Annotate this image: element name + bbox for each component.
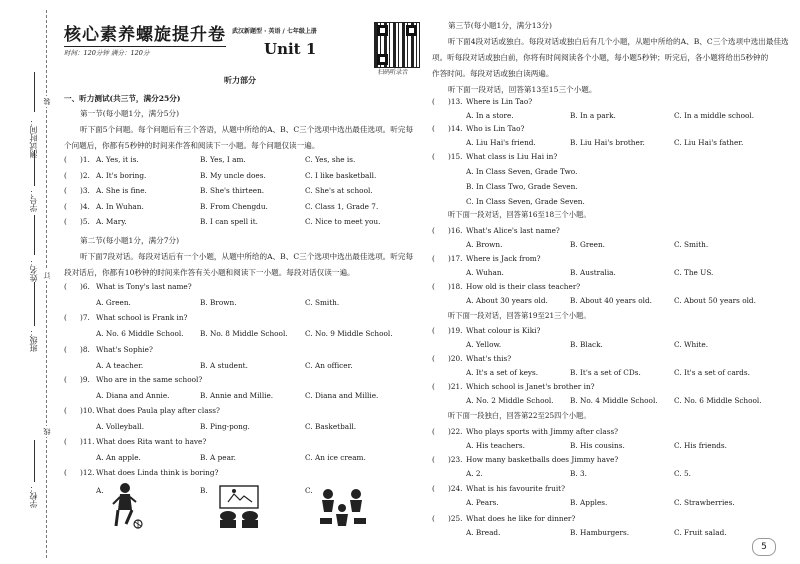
option-c: C. Liu Hai's father. bbox=[674, 138, 744, 147]
option-c: C. No. 9 Middle School. bbox=[305, 329, 393, 338]
question-number: )22. bbox=[448, 427, 463, 436]
margin-blank bbox=[34, 215, 35, 255]
kids-playing-game-picture bbox=[316, 486, 370, 530]
answer-blank[interactable]: ( bbox=[432, 282, 435, 291]
answer-blank[interactable]: ( bbox=[64, 468, 67, 477]
answer-blank[interactable]: ( bbox=[432, 226, 435, 235]
question-number: )4. bbox=[80, 201, 90, 211]
option-a: A. No. 2 Middle School. bbox=[466, 396, 554, 405]
answer-blank[interactable]: ( bbox=[432, 484, 435, 493]
option-a: A. In Class Seven, Grade Two. bbox=[466, 167, 578, 176]
question-text: Who are in the same school? bbox=[96, 375, 203, 384]
option-c: C. His friends. bbox=[674, 441, 727, 450]
question-number: )24. bbox=[448, 484, 463, 493]
dialogue-intro: 听下面一段独白，回答第22至25四个小题。 bbox=[448, 411, 591, 420]
binding-mark-xian: 线 bbox=[43, 428, 51, 435]
answer-blank[interactable]: ( bbox=[432, 514, 435, 523]
option-b: B. No. 8 Middle School. bbox=[200, 329, 288, 338]
dialogue-intro: 听下面一段对话，回答第13至15三个小题。 bbox=[448, 85, 597, 94]
question-number: )14. bbox=[448, 124, 463, 133]
option-a: A. bbox=[96, 486, 104, 495]
option-c: C. In Class Seven, Grade Seven. bbox=[466, 197, 585, 206]
question-number: )10. bbox=[80, 406, 95, 415]
option-a: A. His teachers. bbox=[466, 441, 525, 450]
qr-code-icon[interactable] bbox=[374, 22, 420, 68]
answer-blank[interactable]: ( bbox=[64, 282, 67, 291]
option-a: A. In a store. bbox=[466, 111, 514, 120]
option-b: B. About 40 years old. bbox=[570, 296, 652, 305]
option-c: C. Strawberries. bbox=[674, 498, 735, 507]
option-b: B. Annie and Millie. bbox=[200, 391, 274, 400]
question-number: )2. bbox=[80, 170, 90, 180]
answer-blank[interactable]: ( bbox=[432, 326, 435, 335]
margin-label-school: 学校： bbox=[29, 484, 38, 508]
option-b: B. His cousins. bbox=[570, 441, 625, 450]
option-c: C. Fruit salad. bbox=[674, 528, 727, 537]
audience-watching-screen-picture bbox=[214, 484, 264, 530]
question-text: Who plays sports with Jimmy after class? bbox=[466, 427, 619, 436]
option-c: C. Diana and Millie. bbox=[305, 391, 379, 400]
question-text: How old is their class teacher? bbox=[466, 282, 581, 291]
option-a: A. Mary. bbox=[96, 217, 127, 226]
question-number: )13. bbox=[448, 97, 463, 106]
question-number: )18. bbox=[448, 282, 463, 291]
question-number: )21. bbox=[448, 382, 463, 391]
option-b: B. No. 4 Middle School. bbox=[570, 396, 658, 405]
qr-note: 扫码听录音 bbox=[378, 69, 409, 76]
margin-label-name: 姓名： bbox=[29, 258, 38, 282]
question-number: )25. bbox=[448, 514, 463, 523]
question-number: )11. bbox=[80, 437, 95, 446]
answer-blank[interactable]: ( bbox=[64, 313, 67, 322]
answer-blank[interactable]: ( bbox=[64, 155, 67, 164]
question-number: )16. bbox=[448, 226, 463, 235]
question-number: )5. bbox=[80, 217, 90, 226]
answer-blank[interactable]: ( bbox=[432, 455, 435, 464]
margin-label-student-no: 学号： bbox=[29, 188, 38, 212]
option-b: B. 3. bbox=[570, 469, 587, 478]
option-b: B. Liu Hai's brother. bbox=[570, 138, 645, 147]
answer-blank[interactable]: ( bbox=[432, 427, 435, 436]
margin-label-test-no: 测试时间： bbox=[29, 118, 38, 158]
question-text: What is Tony's last name? bbox=[96, 282, 192, 291]
instruction-text: 项。听每段对话或独白前，你将有时间阅读各个小题，每小题5秒钟；听完后，各小题将给出5秒钟的 bbox=[432, 53, 769, 62]
margin-blank bbox=[34, 282, 35, 326]
question-text: What does Linda think is boring? bbox=[96, 468, 219, 477]
subsection-heading: 第三节(每小题1分，满分13分) bbox=[448, 21, 552, 30]
option-c: C. 5. bbox=[674, 469, 691, 478]
question-text: What school is Frank in? bbox=[96, 313, 188, 322]
part-title: 听力部分 bbox=[224, 75, 256, 85]
option-c: C. She's at school. bbox=[305, 186, 373, 195]
option-a: A. Volleyball. bbox=[96, 422, 145, 431]
option-c: C. Basketball. bbox=[305, 422, 357, 431]
option-b: B. In Class Two, Grade Seven. bbox=[466, 182, 578, 191]
option-b: B. A pear. bbox=[200, 453, 236, 462]
option-c: C. bbox=[305, 486, 313, 495]
option-b: B. From Chengdu. bbox=[200, 201, 268, 211]
option-a: A. About 30 years old. bbox=[466, 296, 548, 305]
question-text: Who is Lin Tao? bbox=[466, 124, 525, 133]
question-text: What's Alice's last name? bbox=[466, 226, 560, 235]
binding-mark-zhuang: 装 bbox=[43, 98, 51, 105]
option-c: C. Yes, she is. bbox=[305, 155, 356, 164]
option-b: B. It's a set of CDs. bbox=[570, 368, 641, 377]
time-score: 时间：120分钟 满分：120分 bbox=[64, 46, 226, 57]
answer-blank[interactable]: ( bbox=[64, 437, 67, 446]
answer-blank[interactable]: ( bbox=[432, 254, 435, 263]
option-a: A. Bread. bbox=[466, 528, 501, 537]
option-a: A. An apple. bbox=[96, 453, 141, 462]
option-a: A. A teacher. bbox=[96, 361, 144, 370]
dialogue-intro: 听下面一段对话，回答第19至21三个小题。 bbox=[448, 311, 591, 320]
option-c: C. It's a set of cards. bbox=[674, 368, 750, 377]
option-a: A. 2. bbox=[466, 469, 483, 478]
question-text: How many basketballs does Jimmy have? bbox=[466, 455, 619, 464]
header-brand-block bbox=[64, 20, 226, 57]
option-c: C. Class 1, Grade 7. bbox=[305, 201, 379, 211]
option-a: A. It's boring. bbox=[96, 170, 147, 180]
option-b: B. She's thirteen. bbox=[200, 186, 265, 195]
question-number: )20. bbox=[448, 354, 463, 363]
margin-blank bbox=[34, 440, 35, 482]
binding-mark-ding: 订 bbox=[43, 272, 51, 279]
question-text: What colour is Kiki? bbox=[466, 326, 541, 335]
option-c: C. White. bbox=[674, 340, 709, 349]
question-number: )7. bbox=[80, 313, 90, 322]
answer-blank[interactable]: ( bbox=[64, 186, 67, 195]
option-a: A. She is fine. bbox=[96, 186, 147, 195]
option-a: A. In Wuhan. bbox=[96, 201, 144, 211]
answer-blank[interactable]: ( bbox=[432, 152, 435, 161]
question-text: What does Paula play after class? bbox=[96, 406, 220, 415]
option-c: C. Smith. bbox=[674, 240, 709, 249]
option-a: A. It's a set of keys. bbox=[466, 368, 539, 377]
option-c: C. An officer. bbox=[305, 361, 353, 370]
option-a: A. Yes, it is. bbox=[96, 155, 139, 164]
page-number: 5 bbox=[752, 538, 776, 556]
question-text: What does he like for dinner? bbox=[466, 514, 576, 523]
option-a: A. Green. bbox=[96, 298, 131, 307]
margin-label-class: 班级： bbox=[29, 328, 38, 352]
option-a: A. Diana and Annie. bbox=[96, 391, 170, 400]
option-a: A. Pears. bbox=[466, 498, 499, 507]
option-a: A. Brown. bbox=[466, 240, 503, 249]
option-b: B. Apples. bbox=[570, 498, 608, 507]
option-b: B. Ping-pong. bbox=[200, 422, 250, 431]
option-b: B. My uncle does. bbox=[200, 170, 266, 180]
option-b: B. Black. bbox=[570, 340, 603, 349]
question-number: )23. bbox=[448, 455, 463, 464]
option-c: C. The US. bbox=[674, 268, 714, 277]
dialogue-intro: 听下面一段对话，回答第16至18三个小题。 bbox=[448, 210, 591, 219]
brand-title: 核心素养螺旋提升卷 bbox=[64, 25, 226, 45]
option-b: B. In a park. bbox=[570, 111, 616, 120]
margin-blank bbox=[34, 72, 35, 112]
option-b: B. Australia. bbox=[570, 268, 616, 277]
girl-with-ball-picture bbox=[108, 482, 146, 530]
margin-blank bbox=[34, 150, 35, 186]
question-number: )3. bbox=[80, 186, 90, 195]
instruction-text: 作答时间。每段对话或独白读两遍。 bbox=[432, 69, 554, 78]
option-b: B. Brown. bbox=[200, 298, 237, 307]
answer-blank[interactable]: ( bbox=[64, 345, 67, 354]
option-c: C. About 50 years old. bbox=[674, 296, 756, 305]
option-a: A. No. 6 Middle School. bbox=[96, 329, 184, 338]
question-number: )15. bbox=[448, 152, 463, 161]
instruction-text: 听下面7段对话。每段对话后有一个小题，从题中所给的A、B、C三个选项中选出最佳选项。听完每 bbox=[80, 252, 414, 261]
option-c: C. In a middle school. bbox=[674, 111, 755, 120]
answer-blank[interactable]: ( bbox=[432, 354, 435, 363]
answer-blank[interactable]: ( bbox=[64, 375, 67, 384]
option-b: B. I can spell it. bbox=[200, 217, 258, 226]
cut-line bbox=[46, 10, 47, 558]
answer-blank[interactable]: ( bbox=[64, 170, 67, 180]
answer-blank[interactable]: ( bbox=[64, 201, 67, 211]
option-a: A. Yellow. bbox=[466, 340, 502, 349]
question-text: Where is Lin Tao? bbox=[466, 97, 533, 106]
option-c: C. An ice cream. bbox=[305, 453, 366, 462]
option-a: A. Wuhan. bbox=[466, 268, 504, 277]
question-number: )12. bbox=[80, 468, 95, 477]
question-text: Which school is Janet's brother in? bbox=[466, 382, 595, 391]
option-b: B. A student. bbox=[200, 361, 248, 370]
question-number: )19. bbox=[448, 326, 463, 335]
section-heading: 一、听力测试(共三节，满分25分) bbox=[64, 94, 181, 103]
option-c: C. No. 6 Middle School. bbox=[674, 396, 762, 405]
option-c: C. Smith. bbox=[305, 298, 340, 307]
subsection-heading: 第二节(每小题1分，满分7分) bbox=[80, 236, 180, 245]
question-text: What is his favourite fruit? bbox=[466, 484, 566, 493]
instruction-text: 个问题后，你都有5秒钟的时间来作答和阅读下一小题。每个问题仅读一遍。 bbox=[64, 141, 320, 150]
question-text: What's Sophie? bbox=[96, 345, 153, 354]
option-b: B. Hamburgers. bbox=[570, 528, 630, 537]
question-number: )8. bbox=[80, 345, 90, 354]
question-text: Where is Jack from? bbox=[466, 254, 541, 263]
instruction-text: 听下面4段对话或独白。每段对话或独白后有几个小题，从题中所给的A、B、C三个选项中选出最佳选 bbox=[448, 37, 789, 46]
question-number: )1. bbox=[80, 155, 90, 164]
option-a: A. Liu Hai's friend. bbox=[466, 138, 536, 147]
answer-blank[interactable]: ( bbox=[64, 217, 67, 226]
question-number: )6. bbox=[80, 282, 90, 291]
instruction-text: 段对话后，你都有10秒钟的时间来作答有关小题和阅读下一小题。每段对话仅读一遍。 bbox=[64, 268, 355, 277]
option-b: B. Green. bbox=[570, 240, 605, 249]
question-text: What's this? bbox=[466, 354, 512, 363]
option-b: B. Yes, I am. bbox=[200, 155, 246, 164]
series-label: 武汉新题型 · 英语 / 七年级上册 bbox=[232, 28, 317, 35]
unit-title: Unit 1 bbox=[264, 40, 317, 58]
option-c: C. Nice to meet you. bbox=[305, 217, 381, 226]
question-text: What does Rita want to have? bbox=[96, 437, 207, 446]
answer-blank[interactable]: ( bbox=[432, 124, 435, 133]
question-number: )9. bbox=[80, 375, 90, 384]
question-number: )17. bbox=[448, 254, 463, 263]
question-text: What class is Liu Hai in? bbox=[466, 152, 558, 161]
option-c: C. I like basketball. bbox=[305, 170, 377, 180]
subsection-heading: 第一节(每小题1分，满分5分) bbox=[80, 109, 180, 118]
answer-blank[interactable]: ( bbox=[432, 97, 435, 106]
instruction-text: 听下面5个问题。每个问题后有三个答语，从题中所给的A、B、C三个选项中选出最佳选项。听完每 bbox=[80, 125, 414, 134]
answer-blank[interactable]: ( bbox=[432, 382, 435, 391]
binding-margin bbox=[0, 0, 52, 564]
answer-blank[interactable]: ( bbox=[64, 406, 67, 415]
option-b: B. bbox=[200, 486, 208, 495]
